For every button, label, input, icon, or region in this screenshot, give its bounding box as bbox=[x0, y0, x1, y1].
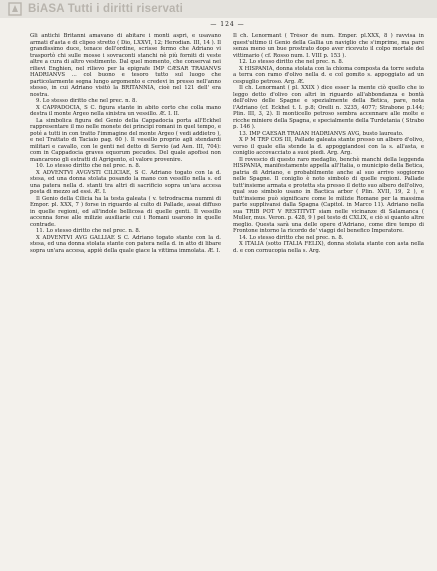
paragraph: X ADVENTVI AVGVSTI CILICIAE, S C. Adriano togato con la d. stesa, ed una donna stolata posando la mano con vessillo nella s. ed una patera nella d. stanti tra altri di sacrificio sopra un'ara accesa posta di mezzo ad essi. Æ. I. bbox=[30, 169, 221, 195]
paragraph: 13. IMP CAESAR TRAIAN HADRIANVS AVG, busto laureato. bbox=[239, 130, 404, 137]
paragraph: X CAPPADOCIA, S C. figura stante in abito corto che colla mano destra il monte Argeo nella sinistra un vessillo. Æ. I. II. bbox=[30, 104, 221, 117]
text-columns bbox=[30, 33, 425, 563]
paragraph: Il rovescio di questo raro medaglio, benchè manchi della leggenda HISPANIA, manifestamente appella all'Italia, o municipio della Betica, patria di Adriano, e probabilmente anche al suo arrivo soggiorno nelle Spagne. Il coniglio è noto simbolo di quelle regioni. Pallade tutt'insieme armata e protetta sta presso il detto suo albero dell'olivo, qual suo simbolo usano in Bactica arbor ( Plin. XVII, 19, 2 ), e tutt'insieme può significare come le milizie Romane per la massima parte supplivansi dalla Spagna (Capitol. in Marco 11). Adriano nella sua TRIB POT V RESTITVIT siam nelle vicinanze di Salamanca ( Muller, mus. Veron. p. 428, 9 ) pel testo di CXLIX, e ciò si quanto altre meglio. Questa sarà una delle opere d'Adriano, come dire tempo di Frontone intorno la ricordo de' viaggi del benefico Imperatore. bbox=[233, 156, 424, 234]
paragraph: 10. Lo stesso diritto che nel prec. n. 8. bbox=[36, 163, 141, 169]
book-page bbox=[30, 20, 425, 565]
paragraph: Il ch. Lenormant ( Trésor de num. Emper. pl.XXX, 8 ) ravvisa in quest'ultimo il Genio della Gallia un naviglio che s'imprime, ma pare senza meno un bue prostrato dopo aver ricevuto il colpo mortale del vittimario ( cf. Rosso num. I. VIII p. 153 ). bbox=[233, 33, 424, 59]
paragraph: X ADVENTVI AVG GALLIAE S C. Adriano togato stante con la d. stesa, ed una donna stolata stante con patera nella d. in atto di libare sopra un'ara accesa, appiè della quale giace la vittima immolata. Æ. I. bbox=[30, 234, 221, 254]
watermark-text: BiASA Tutti i diritti riservati bbox=[28, 3, 184, 15]
biasa-logo-icon bbox=[8, 2, 22, 16]
paragraph: Il ch. Lenormant ( pl. XXIX ) dice esser la mente ciò quello che io leggo detto d'olivo con altri in riguardo all'abbondanza e bontà dell'olivo delle Spagne e spezialmente della Betica, pare, nota l'Adriano (cf. Eckhel t. I. p.8; Orelli n. 3235, 4077; Strabone p.144; Plin. III, 3, 2). Il monticello petroso sembra accennare alle molte e ricche miniere della Spagna, e specialmente della Turdetania ( Strabo p. 146 ). bbox=[233, 85, 424, 130]
paragraph: Gli antichi Britanni amavano di abitare i monti aspri, e usavano armati d'asta e di clipeo stretto ( Dio, LXXVI, 12; Herodian. III, 14 ). Il grandissimo duce, tenace dell'ordine, scrisse fermo che Adriano vi trasportò chi sulle mosse i sovraconti stanchi nè più forniti di veste altre a cura di altro vestimento. Dal quel momento, che conservai nei rilievi Enghien, nel rilievo per la epigrafe IMP CÆSAR TRAIANVS HADRIANVS ... col buono e tesoro tutto sul luogo che particolarmente segna lungo argomento e credevi in presso nell'anno stesso, in cui Adriano visitò la BRITANNIA, cioè nel 121 dell' era nostra. bbox=[30, 33, 221, 98]
paragraph: 14. Lo stesso diritto che nel prec. n. 8. bbox=[239, 234, 344, 241]
watermark-banner bbox=[0, 0, 437, 18]
paragraph: Il Genio della Cilicia ha la testa galeata ( v. tetrodracma nummi di Empor. pl. XXX, 7 ) forse in riguardo al culto di Pallade, assai diffuso in quelle regioni, ed all'indole bellicosa di quelle genti. Il vessillo accenna forse alle milizie ausiliarie cui i Romani usarono in quelle contrade. bbox=[30, 195, 221, 228]
paragraph: 9. Lo stesso diritto che nel prec. n. 8. bbox=[36, 98, 138, 104]
paragraph: X P M TRP COS III, Pallade galeata stante presso un albero d'olivo, verso il quale ella stende la d. appoggiandosi con la s. all'asta, e coniglio accovacciato a suoi piedi. Arg. Arg. bbox=[233, 137, 424, 156]
page-number: — 124 — bbox=[210, 21, 245, 28]
paragraph: 12. Lo stesso diritto che nel prec. n. 8. bbox=[239, 59, 344, 65]
paragraph: X ITALIA (sotto ITALIA FELIX), donna stolata stante con asta nella d. e con cornucopia nella s. Arg. bbox=[233, 241, 424, 254]
paragraph: La simbolica figura del Genio della Cappadocia porta all'Eckhel rappresentare il mo nelle monete dei principi romani in quel tempo, e poté a tutti in con tratto l'immagine del monte Argeo ( vedi addietro ), e nel Trattato di Taciaio pag. 60 ). Il vessillo proprio agli stendardi militari e cavallo, con le genti nel detto di Servio (ad Aen. III, 704): com in Cappadocia graves equorum pecudes. Del quale apofissi non mancarono gli estratti di Agrigento, el valore provenire. bbox=[30, 117, 221, 163]
right-column bbox=[233, 33, 424, 563]
paragraph: 11. Lo stesso diritto che nel prec. n. 8. bbox=[36, 228, 141, 234]
paragraph: X HISPANIA, donna stolata con la chioma composta da torre seduta a terra con ramo d'olivo nella d. e col gomito s. appoggiato ad un cespuglio petroso. Arg. Æ. bbox=[233, 65, 424, 85]
left-column bbox=[30, 33, 221, 563]
